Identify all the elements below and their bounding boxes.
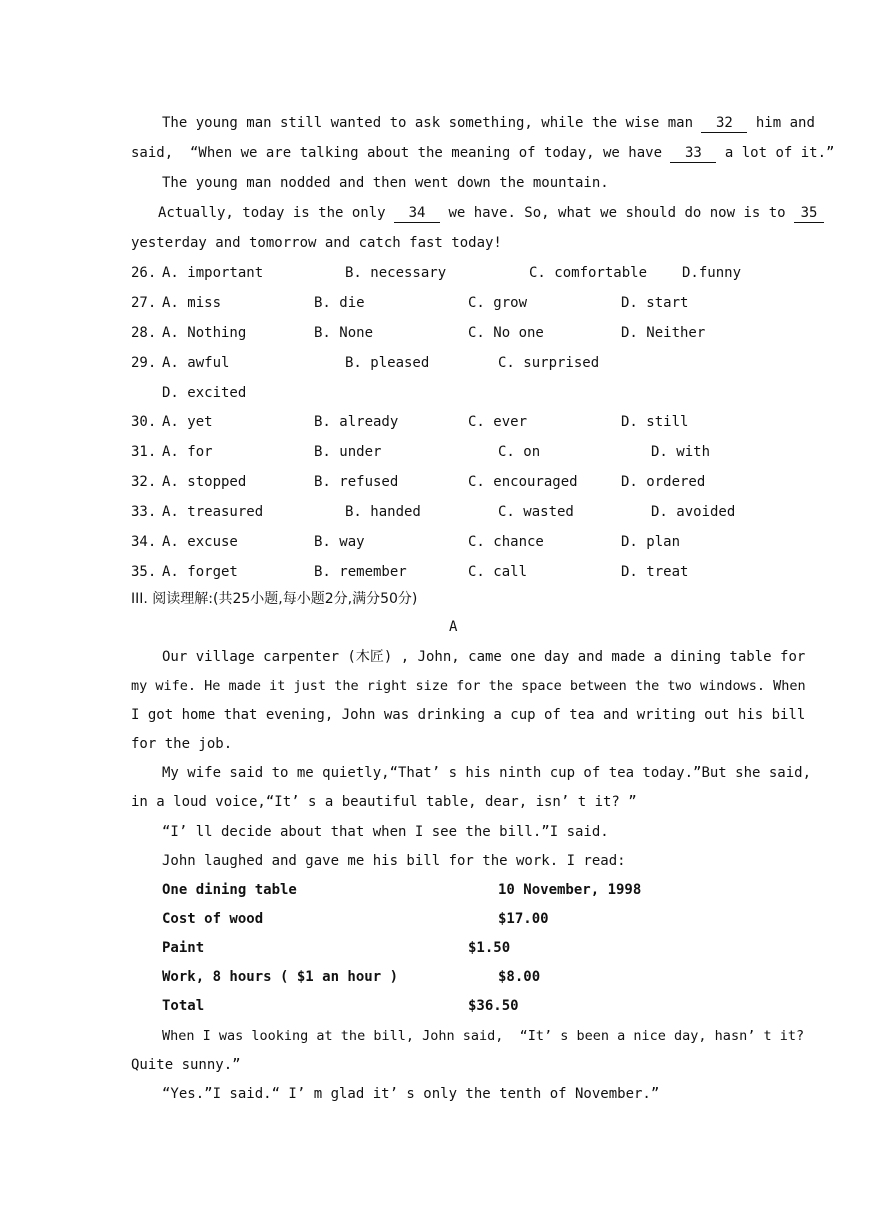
blank-32: 32 — [701, 114, 747, 133]
option-d: D. Neither — [621, 325, 706, 341]
bill-item: Cost of wood — [162, 911, 264, 927]
question-number: 29. — [131, 355, 157, 371]
reading-line-3: I got home that evening, John was drinking a cup of tea and writing out his bill — [131, 707, 806, 723]
bill-value: 10 November, 1998 — [498, 882, 642, 898]
passage-line-2 — [131, 144, 834, 163]
option-c: C. surprised — [498, 355, 600, 371]
reading-line-7: “I’ ll decide about that when I see the bill.”I said. — [162, 824, 609, 840]
option-c: C. chance — [468, 534, 544, 550]
question-number: 35. — [131, 564, 157, 580]
option-b: B. under — [314, 444, 382, 460]
option-d: D. with — [651, 444, 711, 460]
bill-value: $1.50 — [468, 940, 511, 956]
option-c: C. ever — [468, 414, 528, 430]
text: The young man still wanted to ask something, while the wise man — [162, 115, 702, 131]
blank-35: 35 — [794, 204, 824, 223]
option-d: D.funny — [682, 265, 742, 281]
text: we have. So, what we should do now is to — [440, 205, 795, 221]
blank-33: 33 — [670, 144, 716, 163]
option-d: D. still — [621, 414, 689, 430]
bill-item: One dining table — [162, 882, 297, 898]
option-a: A. excuse — [162, 534, 238, 550]
blank-34: 34 — [394, 204, 440, 223]
text: a lot of it.” — [716, 145, 835, 161]
reading-line-5: My wife said to me quietly,“That’ s his ninth cup of tea today.”But she said, — [162, 765, 812, 781]
option-a: A. for — [162, 444, 213, 460]
option-b: B. None — [314, 325, 374, 341]
reading-after-3: “Yes.”I said.“ I’ m glad it’ s only the tenth of November.” — [162, 1086, 660, 1102]
option-c: C. No one — [468, 325, 544, 341]
question-number: 32. — [131, 474, 157, 490]
part-label: A — [449, 619, 458, 635]
bill-value: $8.00 — [498, 969, 541, 985]
option-a: A. miss — [162, 295, 222, 311]
option-a: A. awful — [162, 355, 230, 371]
text: him and — [747, 115, 815, 131]
question-number: 27. — [131, 295, 157, 311]
option-b: B. refused — [314, 474, 399, 490]
bill-item: Total — [162, 998, 205, 1014]
option-d: D. avoided — [651, 504, 736, 520]
option-b: B. handed — [345, 504, 421, 520]
option-c: C. encouraged — [468, 474, 578, 490]
text: Actually, today is the only — [158, 205, 395, 221]
bill-item: Paint — [162, 940, 205, 956]
question-number: 34. — [131, 534, 157, 550]
option-d: D. excited — [162, 385, 247, 401]
passage-line-4 — [158, 204, 824, 223]
text: said, “When we are talking about the meaning of today, we have — [131, 145, 671, 161]
reading-after-1: When I was looking at the bill, John said, “It’ s been a nice day, hasn’ t it? — [162, 1028, 805, 1044]
option-b: B. already — [314, 414, 399, 430]
reading-line-2: my wife. He made it just the right size for the space between the two windows. When — [131, 678, 806, 694]
option-b: B. die — [314, 295, 365, 311]
reading-line-8: John laughed and gave me his bill for the work. I read: — [162, 853, 626, 869]
option-a: A. yet — [162, 414, 213, 430]
reading-after-2: Quite sunny.” — [131, 1057, 241, 1073]
option-c: C. grow — [468, 295, 528, 311]
passage-line-5: yesterday and tomorrow and catch fast today! — [131, 235, 502, 251]
option-b: B. remember — [314, 564, 407, 580]
option-c: C. wasted — [498, 504, 574, 520]
option-b: B. pleased — [345, 355, 430, 371]
question-number: 31. — [131, 444, 157, 460]
option-a: A. treasured — [162, 504, 264, 520]
option-d: D. treat — [621, 564, 689, 580]
reading-line-4: for the job. — [131, 736, 233, 752]
bill-item: Work, 8 hours ( $1 an hour ) — [162, 969, 399, 985]
option-b: B. necessary — [345, 265, 447, 281]
section-heading: III. 阅读理解:(共25小题,每小题2分,满分50分) — [131, 591, 418, 607]
option-c: C. on — [498, 444, 541, 460]
question-number: 30. — [131, 414, 157, 430]
reading-line-6: in a loud voice,“It’ s a beautiful table, dear, isn’ t it? ” — [131, 794, 637, 810]
option-d: D. start — [621, 295, 689, 311]
option-a: A. forget — [162, 564, 238, 580]
option-a: A. stopped — [162, 474, 247, 490]
option-a: A. Nothing — [162, 325, 247, 341]
option-b: B. way — [314, 534, 365, 550]
question-number: 33. — [131, 504, 157, 520]
option-c: C. call — [468, 564, 528, 580]
bill-value: $17.00 — [498, 911, 549, 927]
reading-line-1: Our village carpenter (木匠) , John, came one day and made a dining table for — [162, 649, 806, 665]
passage-line-3: The young man nodded and then went down the mountain. — [162, 175, 609, 191]
option-d: D. plan — [621, 534, 681, 550]
question-number: 28. — [131, 325, 157, 341]
option-a: A. important — [162, 265, 264, 281]
passage-line-1 — [162, 114, 815, 133]
bill-value: $36.50 — [468, 998, 519, 1014]
option-c: C. comfortable — [529, 265, 648, 281]
option-d: D. ordered — [621, 474, 706, 490]
question-number: 26. — [131, 265, 157, 281]
